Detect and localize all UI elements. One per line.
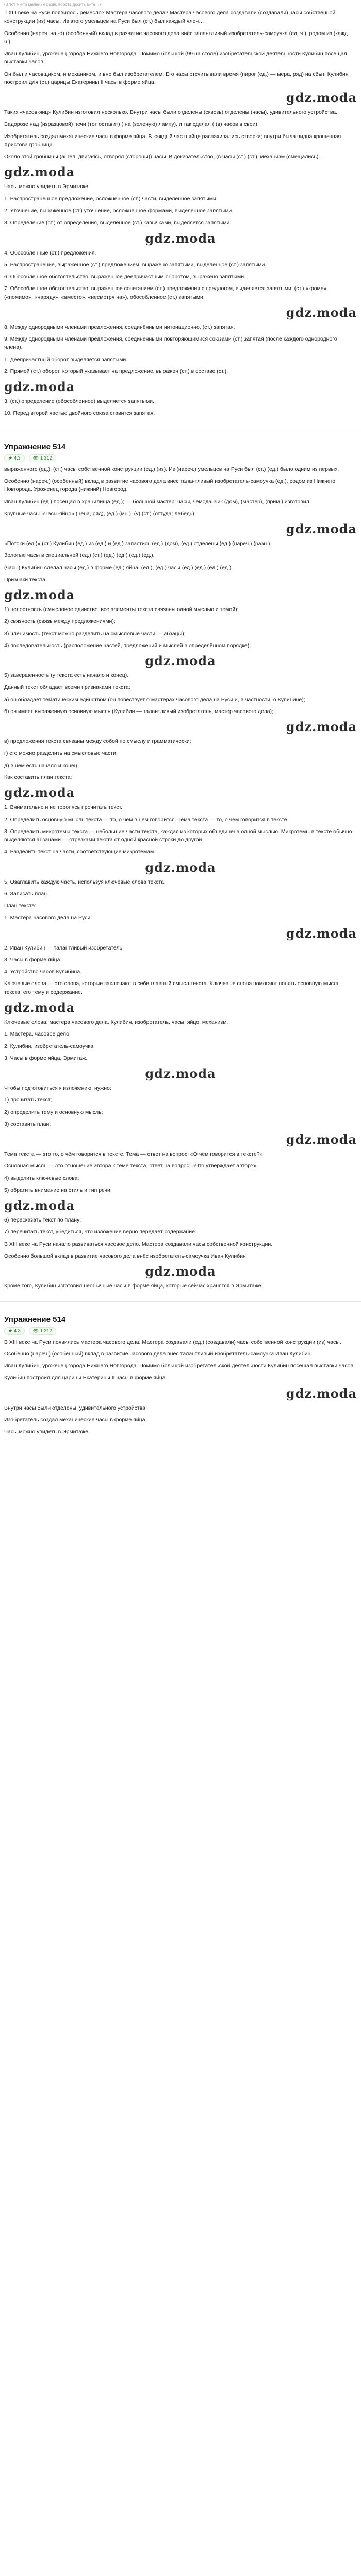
watermark-logo: gdz.moda: [286, 521, 357, 537]
paragraph: 6. Записать план.: [4, 890, 48, 897]
paragraph: Особенно большой вклад в развитие часового дела внёс изобретатель-самоучка Иван Кулибин.: [4, 1252, 248, 1259]
paragraph: 3. Определить микротемы текста — небольшие части текста, каждая из которых объединена одной мыслью. Микротемы в тексте обычно выделяются абзацами — отрезками текста от одной красной строки до другой.: [4, 828, 354, 843]
paragraph: 2) связность (связь между предложениями);: [4, 618, 116, 625]
paragraph: Особенно (нареч. на -о) (особенный) вклад в развитие часового дела внёс талантливый изобретатель-самоучка (ед. ч.), родом из (кажд. ч.).: [4, 30, 351, 45]
paragraph: 10. Перед второй частью двойного союза ставится запятая.: [4, 410, 155, 417]
paragraph: 1. Внимательно и не торопясь прочитать текст.: [4, 804, 123, 811]
votes-value: 1 312: [40, 1328, 52, 1334]
paragraph: 4. Устройство часов Кулибина.: [4, 969, 82, 975]
paragraph: В XIII веке на Руси появились мастера часового дела. Мастера создавали (ед.) (создавали) часы собственной конструкции (из) часы.: [4, 1338, 341, 1345]
watermark-logo: gdz.moda: [286, 304, 357, 320]
paragraph: 4. Разделить текст на части, соответствующие микротемам.: [4, 849, 156, 855]
paragraph: Как составить план текста:: [4, 774, 72, 781]
paragraph: Иван Кулибин, уроженец города Нижнего Новгорода. Помимо большой изобретательской деятельности Кулибин посещал выставки часов.: [4, 1363, 355, 1369]
rating-badge[interactable]: [4, 454, 25, 462]
paragraph: 1. Мастера, часовое дело.: [4, 1031, 71, 1038]
watermark-logo: gdz.moda: [4, 785, 75, 801]
paragraph: 6. Обособленное обстоятельство, выраженное деепричастным оборотом, выражено запятыми.: [4, 274, 246, 280]
exercise-title: Упражнение 514: [4, 442, 66, 451]
paragraph: 4. Обособленные (ст.) предложения.: [4, 249, 96, 256]
paragraph: 9. Между однородными членами предложения, соединёнными повторяющимися союзами (ст.) запятая (после каждого однородного члена).: [4, 336, 339, 351]
paragraph: Кулибин построил для царицы Екатерины II часы в форме яйца.: [4, 1375, 167, 1381]
paragraph: д) в нём есть начало и конец.: [4, 762, 79, 769]
rating-row: [4, 1327, 357, 1335]
paragraph: Изобретатель создал механические часы в форме яйца. В каждый час в яйце распахивались створки; внутри была видна крошечная Христова гробница.: [4, 133, 343, 148]
paragraph: 4) выделить ключевые слова;: [4, 1175, 79, 1181]
paragraph: 3. Определение (ст.) от определения, выделенное (ст.) кавычками, выделяется запятыми.: [4, 219, 232, 226]
paragraph: 2. Определить основную мысль текста — то, о чём в нём говорится. Тема текста — то, о чём говорится в тексте.: [4, 816, 289, 823]
paragraph: 3. (ст.) определение (обособленное) выделяется запятыми.: [4, 398, 154, 405]
watermark-logo: gdz.moda: [286, 925, 357, 941]
eye-icon: 👁: [32, 455, 39, 461]
block-1: [0, 0, 361, 423]
watermark-logo: gdz.moda: [145, 1066, 216, 1081]
paragraph: План текста:: [4, 903, 37, 909]
paragraph: Таких «часов-яиц» Кулибин изготовил несколько. Внутри часы были отделены (сквозь) отделены (часы), удивительного устройства.: [4, 109, 338, 116]
watermark-logo: gdz.moda: [145, 230, 216, 246]
star-icon: ★: [8, 1328, 13, 1333]
paragraph: Около этой гробницы (ангел, двигаясь, отворял (стороны)) часы. В доказательство, (в часы (ст.) (ст.), механизм (смещались)…: [4, 154, 324, 160]
paragraph: 1. Деепричастный оборот выделяется запятыми.: [4, 356, 128, 363]
votes-value: 1 312: [40, 455, 52, 461]
paragraph: 2) определить тему и основную мысль;: [4, 1109, 103, 1115]
watermark-logo: gdz.moda: [4, 1198, 75, 1213]
paragraph: Золотые часы в специальной (ед.) (ст.) (ед.) (ед.) (ед.) (ед.).: [4, 552, 155, 559]
paragraph: Ключевые слова — это слова, которые заключают в себе главный смысл текста. Ключевые слова помогают понять основную мысль текста, его тему и содержание.: [4, 980, 341, 995]
paragraph: Часы можно увидеть в Эрмитаже.: [4, 183, 90, 190]
paragraph: Часы можно увидеть в Эрмитаже.: [4, 1429, 90, 1435]
exercise-title: Упражнение 514: [4, 1315, 66, 1324]
paragraph: 1. Распространённое предложение, осложнённое (ст.) части, выделенное запятыми.: [4, 195, 218, 202]
divider-2: [0, 1301, 361, 1302]
paragraph: Данный текст обладает всеми признаками текста:: [4, 684, 130, 691]
header-caption: (В тот ми-то маленькі разні; ворота досить м-те…): [4, 2, 101, 7]
paragraph: Ⅱ XIII веке на Руси появилось ремесло? Мастера часового дела? Мастера часового дела создавали (создавали) часы собственной конструкции (из) часы. Из этого умельцев на Руси был (ст.) был каждый член…: [4, 10, 337, 25]
rating-badge[interactable]: [4, 1327, 25, 1335]
paragraph: 1) целостность (смысловое единство, все элементы текста связаны одной мыслью и темой);: [4, 606, 239, 613]
exercise-2: [0, 1307, 361, 1442]
paragraph: Кроме того, Кулибин изготовил необычные часы в форме яйца, которые сейчас хранятся в Эрмитаже.: [4, 1283, 263, 1290]
watermark-logo: gdz.moda: [286, 1385, 357, 1401]
rating-value: 4.3: [14, 1328, 21, 1334]
votes-badge: [29, 1327, 56, 1335]
watermark-logo: gdz.moda: [4, 1000, 75, 1015]
paragraph: 8. Между однородными членами предложения, соединёнными интонационно, (ст.) запятая.: [4, 324, 235, 330]
paragraph: В XIII веке на Руси начало развиваться часовое дело. Мастера создавали часы собственной конструкции.: [4, 1241, 273, 1247]
paragraph: 2. Иван Кулибин — талантливый изобретатель.: [4, 944, 124, 951]
eye-icon: 👁: [32, 1328, 39, 1333]
paragraph: 3) членимость (текст можно разделить на смысловые части — абзацы);: [4, 630, 186, 637]
paragraph: (часы) Кулибин сделал часы (ед.) в форме (ед.) яйца, (ед.), (ед.) часы (ед.) (ед.) (ед.) (ед.).: [4, 564, 233, 571]
paragraph: «Потоки (ед.)» (ст.) Кулибин (ед.) из (ед.) и (ед.) запастись (ед.) (дом), (ед.) отделены (ед.) (нареч.) (разн.).: [4, 540, 272, 547]
watermark-logo: gdz.moda: [286, 719, 357, 735]
exercise-1: [0, 434, 361, 1296]
paragraph: 5. Озаглавить каждую часть, используя ключевые слова текста.: [4, 878, 166, 885]
paragraph: Иван Кулибин, уроженец города Нижнего Новгорода. Помимо большой (99 на столе) изобретательской деятельности Кулибин посещал выставки часов.: [4, 50, 349, 65]
block-1-text: [4, 9, 357, 418]
paragraph: г) его можно разделить на смысловые части;: [4, 750, 118, 757]
paragraph: Иван Кулибин (ед.) посещал в хранилища (ед.); — большой мастер: часы, чемоданчик (дом), (мастер), (прим.) изготовил.: [4, 498, 311, 505]
paragraph: 3. Часы в форме яйца.: [4, 956, 62, 963]
paragraph: 7) перечитать текст, убедиться, что изложение верно передаёт содержание.: [4, 1229, 196, 1235]
star-icon: ★: [8, 455, 13, 461]
paragraph: 6) пересказать текст по плану;: [4, 1217, 81, 1224]
paragraph: выраженного (ед.), (ст.) часы собственной конструкции (ед.) (из). Из (нареч.) умельцев на Руси был (ст.) (ед.) было одним из первых.: [4, 466, 339, 472]
watermark-logo: gdz.moda: [286, 90, 357, 106]
paragraph: 2. Прямой (ст.) оборот, который указывает на предложение, выражен (ст.) в составе (ст.).: [4, 368, 228, 375]
watermark-logo: gdz.moda: [4, 379, 75, 395]
paragraph: Признаки текста:: [4, 576, 47, 583]
exercise-1-text: [4, 465, 357, 1291]
paragraph: Ключевые слова: мастера часового дела, Кулибин, изобретатель, часы, яйцо, механизм.: [4, 1019, 228, 1025]
watermark-logo: gdz.moda: [145, 1264, 216, 1279]
paragraph: 4) последовательность (расположение частей, предложений и мыслей в определённом порядке);: [4, 642, 251, 649]
paragraph: 3. Часы в форме яйца, Эрмитаж.: [4, 1055, 88, 1061]
paragraph: 5) обратить внимание на стиль и тип речи;: [4, 1187, 112, 1193]
paragraph: 7. Обособленное обстоятельство, выраженное сочетанием (ст.) предложения с предлогом, выделяется запятыми; (ст.) «кроме» («помимо», «наряду», «вместо», «несмотря на»), обособленное (ст.) запятыми.: [4, 285, 329, 300]
paragraph: 3) составить план;: [4, 1121, 51, 1127]
paragraph: 1. Мастера часового дела на Руси.: [4, 914, 92, 921]
paragraph: Тема текста — это то, о чём говорится в тексте. Тема — ответ на вопрос: «О чём говорится в тексте?»: [4, 1151, 263, 1158]
exercise-2-text: [4, 1338, 357, 1436]
paragraph: 2. Кулибин, изобретатель-самоучка.: [4, 1043, 95, 1049]
paragraph: 5) завершённость (у текста есть начало и конец).: [4, 672, 129, 679]
paragraph: Особенно (нареч.) (особенный) вклад в развитие часового дела внёс талантливый изобретатель-самоучка (ед.), родом из Нижнего Новгорода. Уроженец города (нижний) Новгород.: [4, 478, 337, 493]
watermark-logo: gdz.moda: [145, 653, 216, 669]
paragraph: Основная мысль — это отношение автора к теме текста, ответ на вопрос: «Что утверждает автор?»: [4, 1163, 257, 1170]
paragraph: Изобретатель создал механические часы в форме яйца.: [4, 1416, 147, 1423]
watermark-logo: gdz.moda: [4, 164, 75, 180]
paragraph: Особенно (нареч.) (особенный) вклад в развитие часового дела внёс талантливый изобретатель-самоучка Иван Кулибин.: [4, 1350, 313, 1357]
watermark-logo: gdz.moda: [286, 1132, 357, 1147]
paragraph: 1) прочитать текст;: [4, 1097, 52, 1104]
paragraph: 2. Уточнение, выраженное (ст.) уточнение, осложнённое формами, выделенное запятыми.: [4, 207, 234, 214]
watermark-logo: gdz.moda: [145, 859, 216, 875]
paragraph: Крупные часы «Часы-яйцо» (цена, ряд), (ед.) (мн.), (у) (ст.) (оттуда; лебедь).: [4, 510, 196, 517]
votes-badge: [29, 454, 56, 462]
paragraph: а) он обладает тематическим единством (он повествует о мастерах часового дела на Руси и, в частности, о Кулибине);: [4, 696, 305, 703]
paragraph: в) предложения текста связаны между собой по смыслу и грамматически;: [4, 738, 191, 745]
watermark-logo: gdz.moda: [4, 587, 75, 603]
paragraph: Чтобы подготовиться к изложению, нужно:: [4, 1085, 111, 1092]
rating-value: 4.3: [14, 455, 21, 461]
rating-row: [4, 454, 357, 462]
paragraph: б) он имеет выраженную основную мысль (Кулибин — талантливый изобретатель, мастер часового дела);: [4, 708, 273, 715]
paragraph: Бадорозе над (изразцовой) печи (тот оставит) ( на (зеленую) лампу), и так сделал ( (в) часов в свои).: [4, 121, 259, 128]
paragraph: Он был и часовщиком, и механиком, и вне был изобретателем. Его часы отсчитывали время (пирог (ед.) — мера, ряд) на сбыт. Кулибин построил для (ст.) царицы Екатерины II часы в форме яйца.: [4, 71, 350, 86]
paragraph: Внутри часы были отделены, удивительного устройства.: [4, 1404, 147, 1411]
paragraph: 5. Распространение, выраженное (ст.) предложением, выражено запятыми, выделенное (ст.) запятыми.: [4, 261, 267, 268]
